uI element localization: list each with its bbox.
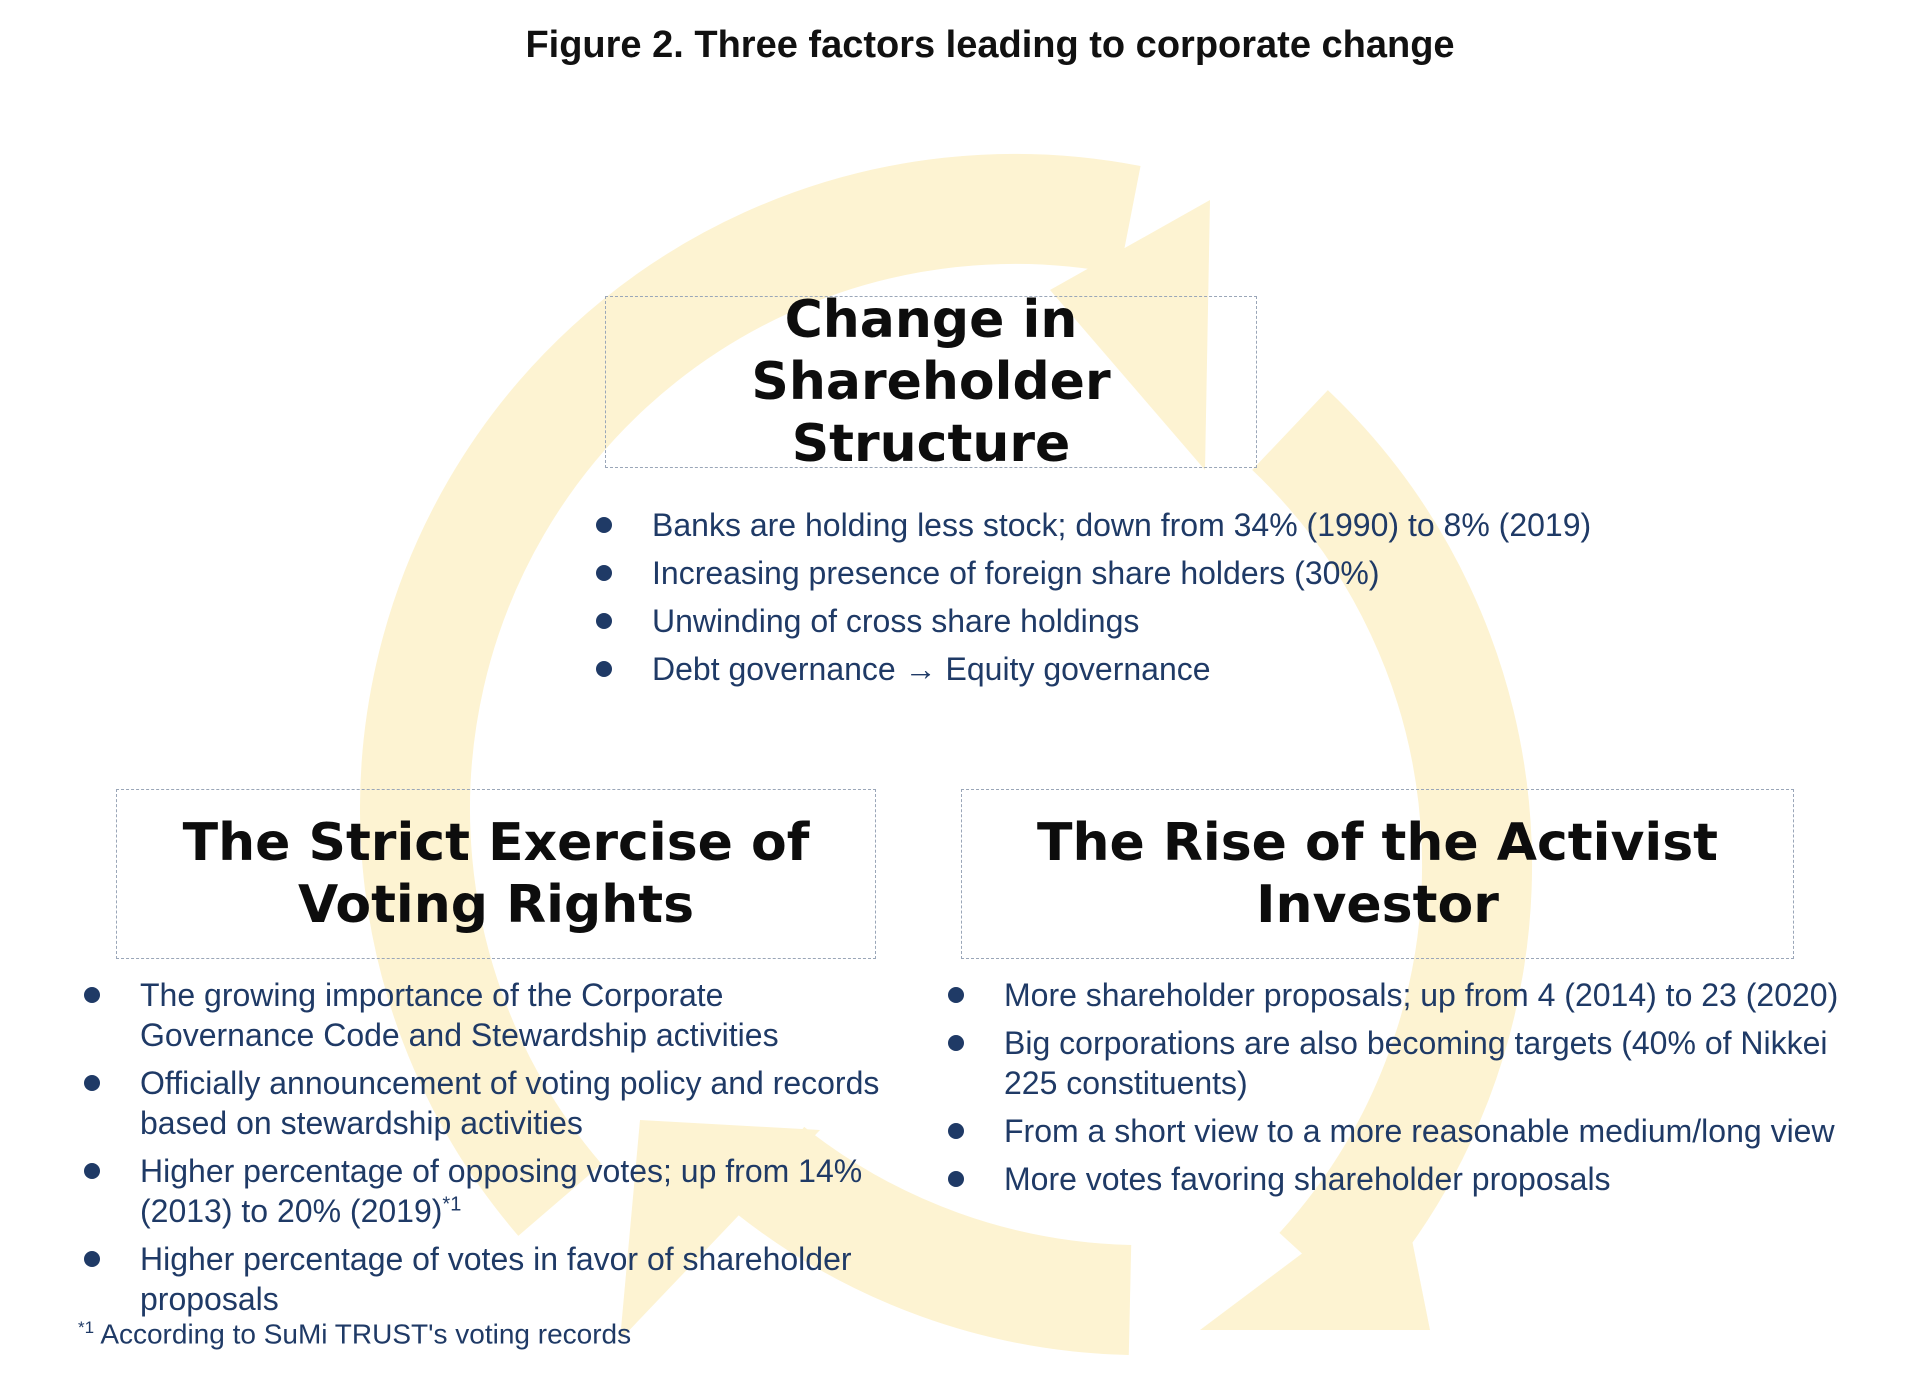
bullet-icon [596,565,612,581]
bullet-icon [948,1123,964,1139]
list-item: Banks are holding less stock; down from 34% (1990) to 8% (2019) [590,505,1690,545]
list-item: Increasing presence of foreign share holders (30%) [590,553,1690,593]
list-item: More shareholder proposals; up from 4 (2014) to 23 (2020) [942,975,1872,1015]
list-item: From a short view to a more reasonable medium/long view [942,1111,1872,1151]
list-item: Unwinding of cross share holdings [590,601,1690,641]
bullet-icon [948,987,964,1003]
bullet-icon [948,1035,964,1051]
footnote-text: According to SuMi TRUST's voting records [100,1318,632,1350]
bullet-icon [948,1171,964,1187]
box-voting-rights [116,789,876,959]
box-voting-rights-title-line2: Voting Rights [297,875,695,935]
figure-title: Figure 2. Three factors leading to corporate change [525,24,1455,66]
list-item: More votes favoring shareholder proposals [942,1159,1872,1199]
box-activist-investor-title-line2: Investor [1256,875,1499,935]
activist-investor-bullets [942,975,1872,1207]
footnote-ref: *1 [442,1193,462,1216]
bullet-icon [84,1163,100,1179]
footnote [78,1318,631,1350]
voting-rights-bullets [78,975,898,1327]
bullet-icon [84,1251,100,1267]
box-shareholder-structure-title-line1: Change in Shareholder [751,290,1111,412]
list-item: Big corporations are also becoming targets (40% of Nikkei 225 constituents) [942,1023,1872,1103]
bullet-icon [596,613,612,629]
box-shareholder-structure [605,290,1257,474]
list-item: Higher percentage of votes in favor of shareholder proposals [78,1239,898,1319]
box-activist-investor-title-line1: The Rise of the Activist [1036,813,1719,873]
box-shareholder-structure-title-line2: Structure [791,414,1071,474]
bullet-icon [84,987,100,1003]
list-item: Higher percentage of opposing votes; up from 14% (2013) to 20% (2019)$^{*1}$ [78,1151,898,1231]
bullet-icon [84,1075,100,1091]
box-activist-investor [961,789,1794,959]
list-item: The growing importance of the Corporate Governance Code and Stewardship activities [78,975,898,1055]
box-voting-rights-title-line1: The Strict Exercise of [182,813,810,873]
bullet-icon [596,661,612,677]
footnote-marker: *1 [78,1318,95,1337]
bullet-icon [596,517,612,533]
list-item: Debt governance → Equity governance [590,649,1690,689]
shareholder-structure-bullets [590,505,1690,697]
list-item: Officially announcement of voting policy and records based on stewardship activities [78,1063,898,1143]
